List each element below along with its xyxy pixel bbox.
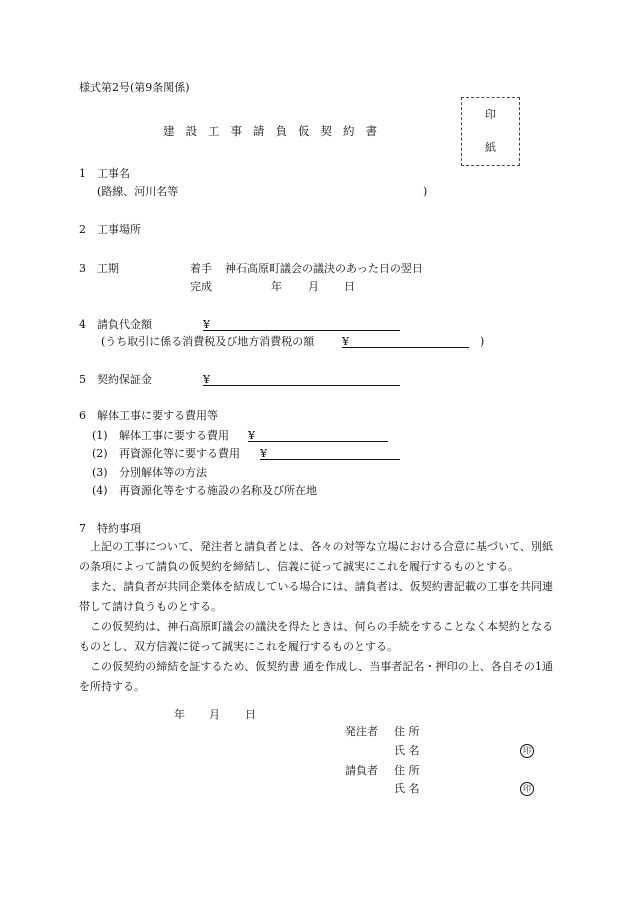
s7-paragraph-4: この仮契約の締結を証するため、仮契約書 通を作成し、当事者記名・押印の上、各自その1通を所持する。: [79, 660, 553, 693]
s6-item-2-line: [260, 459, 400, 460]
s3-number: 3: [79, 262, 86, 275]
s4-tax-close: ): [480, 335, 485, 348]
s4-tax-line: [342, 347, 469, 348]
s5-yen: ¥: [203, 373, 210, 386]
s7-paragraph-3: この仮契約は、神石高原町議会の議決を得たときは、何らの手続をすることなく本契約となるものとし、双方信義に従って誠実にこれを履行するものとする。: [79, 620, 553, 653]
s1-label: 工事名: [97, 167, 130, 180]
s6-item-2-number: (2): [92, 447, 108, 460]
orderer-name-label: 氏 名: [394, 744, 420, 757]
s4-amount-line: [203, 330, 400, 331]
contractor-label: 請負者: [345, 764, 378, 777]
stamp-label-top: 印: [485, 108, 496, 121]
s6-item-1-number: (1): [92, 429, 108, 442]
s2-label: 工事場所: [97, 223, 141, 236]
s6-item-3-number: (3): [92, 466, 108, 479]
s6-item-1-line: [248, 441, 388, 442]
s6-item-1-text: 解体工事に要する費用: [119, 429, 229, 442]
s6-number: 6: [79, 409, 86, 422]
s3-start-label: 着手: [190, 262, 212, 275]
s4-yen: ¥: [203, 318, 210, 331]
stamp-label-bottom: 紙: [485, 141, 496, 154]
orderer-seal-mark: 印: [520, 744, 534, 758]
s3-end-label: 完成: [190, 280, 212, 293]
s6-item-1-yen: ¥: [248, 429, 255, 442]
document-title: 建設工事請負仮契約書: [163, 124, 388, 138]
s7-paragraph-2: また、請負者が共同企業体を結成している場合には、請負者は、仮契約書記載の工事を共同連帯して請け負うものとする。: [79, 580, 553, 613]
orderer-address-label: 住 所: [394, 725, 420, 738]
s1-sub-close: ): [423, 185, 428, 198]
s3-day: 日: [344, 280, 355, 293]
s4-tax-open: (うち取引に係る消費税及び地方消費税の額: [101, 335, 315, 348]
contractor-address-label: 住 所: [394, 764, 420, 777]
s1-sub-open: (路線、河川名等: [97, 185, 179, 198]
s6-label: 解体工事に要する費用等: [97, 409, 218, 422]
orderer-label: 発注者: [345, 725, 378, 738]
s7-label: 特約事項: [97, 522, 141, 535]
s3-start-text: 神石高原町議会の議決のあった日の翌日: [225, 262, 423, 275]
date-year: 年: [174, 708, 185, 721]
s3-month: 月: [308, 280, 319, 293]
s6-item-3-text: 分別解体等の方法: [119, 466, 207, 479]
s3-label: 工期: [97, 262, 119, 275]
s5-number: 5: [79, 373, 86, 386]
s1-number: 1: [79, 167, 86, 180]
date-month: 月: [209, 708, 220, 721]
s7-paragraph-1: 上記の工事について、発注者と請負者とは、各々の対等な立場における合意に基づいて、別紙の条項によって請負の仮契約を締結し、信義に従って誠実にこれを履行するものとする。: [79, 540, 553, 573]
s5-amount-line: [203, 385, 400, 386]
s6-item-2-yen: ¥: [260, 447, 267, 460]
form-label: 様式第2号(第9条関係): [79, 81, 190, 94]
s4-number: 4: [79, 318, 86, 331]
s4-tax-yen: ¥: [342, 335, 349, 348]
s4-label: 請負代金額: [97, 318, 152, 331]
date-day: 日: [245, 708, 256, 721]
contractor-seal-mark: 印: [520, 782, 534, 796]
revenue-stamp-box: [461, 97, 520, 166]
s7-number: 7: [79, 522, 86, 535]
s7-paragraphs: [79, 537, 553, 697]
s6-item-4-text: 再資源化等をする施設の名称及び所在地: [119, 484, 317, 497]
s6-item-4-number: (4): [92, 484, 108, 497]
s6-item-2-text: 再資源化等に要する費用: [119, 447, 240, 460]
s5-label: 契約保証金: [97, 373, 152, 386]
s3-year: 年: [271, 280, 282, 293]
contractor-name-label: 氏 名: [394, 782, 420, 795]
s2-number: 2: [79, 223, 86, 236]
